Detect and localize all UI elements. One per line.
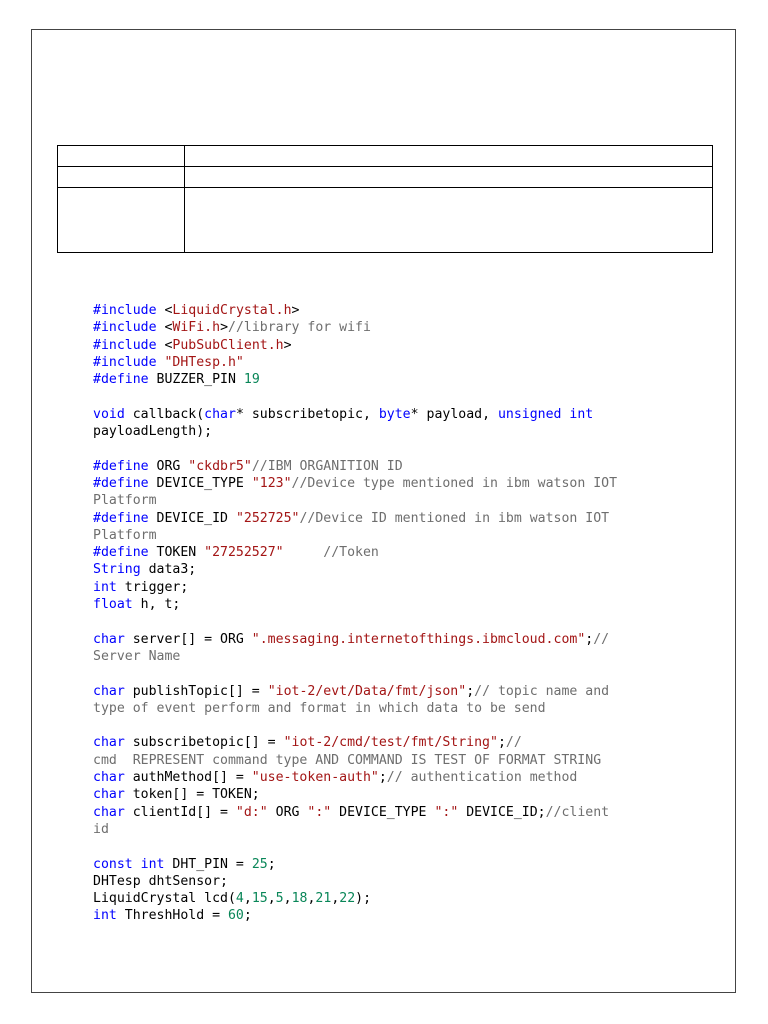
code-text: server[] = ORG [132,631,252,647]
code-text: publishTopic[] = [132,683,268,699]
code-line [93,631,693,648]
code-text: authMethod[] = [132,770,252,786]
code-comment: Platform [93,527,157,543]
code-text: , [283,891,292,907]
code-text: ORG [267,804,308,820]
code-line [93,786,693,803]
code-number: 18 [291,891,308,907]
code-string: "123" [251,475,292,491]
code-text: h, t; [140,597,181,613]
code-line [93,337,693,354]
code-number: 5 [275,891,284,907]
code-text: ; [585,631,594,647]
code-keyword: int [93,579,125,595]
code-comment: // [593,631,610,647]
code-keyword: const int [93,856,173,872]
code-keyword: #define [93,475,157,491]
table-cell [185,146,713,167]
code-line [93,388,693,405]
code-keyword: byte [378,406,411,422]
code-line [93,319,693,336]
code-line [93,838,693,855]
code-text: DEVICE_TYPE [156,475,252,491]
code-comment: Server Name [93,648,181,664]
code-keyword: unsigned int [497,406,594,422]
code-text: subscribetopic[] = [132,735,284,751]
code-number: 60 [227,908,244,924]
code-line [93,561,693,578]
code-text: ORG [156,458,189,474]
code-line [93,821,693,838]
code-text: * payload, [410,406,498,422]
code-text: clientId[] = [132,804,236,820]
code-line [93,423,693,440]
table-row [58,167,713,188]
code-keyword: char [93,683,133,699]
table-row [58,188,713,253]
code-line [93,596,693,613]
code-line [93,371,693,388]
code-text: < [164,337,173,353]
code-number: 19 [243,372,260,388]
code-line [93,406,693,423]
code-keyword: #define [93,545,157,561]
code-text: ; [243,908,252,924]
code-text: TOKEN [156,545,205,561]
code-text: DEVICE_ID; [458,804,546,820]
code-line [93,492,693,509]
code-comment: //IBM ORGANITION ID [251,458,403,474]
code-string: "27252527" [204,545,284,561]
code-keyword: char [204,406,236,422]
code-string: "d:" [235,804,268,820]
code-keyword: void [93,406,133,422]
code-string: "DHTesp.h" [164,354,244,370]
code-string: ":" [434,804,459,820]
code-text: data3; [148,562,197,578]
code-number: 4 [235,891,244,907]
code-text: , [331,891,340,907]
code-keyword: #define [93,510,157,526]
code-text: BUZZER_PIN [156,372,244,388]
code-string: LiquidCrystal.h [172,303,292,318]
code-keyword: #include [93,303,165,318]
code-string: "use-token-auth" [251,770,379,786]
code-keyword: char [93,631,133,647]
code-keyword: char [93,770,133,786]
code-comment: // authentication method [386,770,578,786]
table-cell [58,167,185,188]
code-line [93,804,693,821]
code-text: DEVICE_ID [156,510,236,526]
table-cell [185,188,713,253]
code-string: WiFi.h [172,320,221,336]
code-line [93,769,693,786]
code-line [93,579,693,596]
code-comment: cmd REPRESENT command type AND COMMAND IS TEST OF FORMAT STRING [93,752,602,768]
code-text: ; [378,770,387,786]
code-line [93,475,693,492]
code-comment: // [505,735,522,751]
code-text: < [164,303,173,318]
code-comment: id [93,821,109,837]
code-line [93,752,693,769]
code-comment: // topic name and [474,683,610,699]
code-text: LiquidCrystal lcd( [93,891,236,907]
code-line [93,613,693,630]
code-text: callback( [132,406,205,422]
code-number: 15 [251,891,268,907]
code-string: "ckdbr5" [188,458,252,474]
code-text: , [307,891,316,907]
code-string: ".messaging.internetofthings.ibmcloud.com" [251,631,586,647]
code-line [93,440,693,457]
code-keyword: String [93,562,149,578]
code-text: payloadLength); [93,424,213,440]
code-number: 21 [315,891,332,907]
table-cell [58,188,185,253]
code-number: 22 [339,891,356,907]
code-line [93,527,693,544]
code-comment: Platform [93,493,157,509]
code-text: ; [466,683,475,699]
code-line [93,734,693,751]
code-comment: //client [545,804,610,820]
code-comment: type of event perform and format in which data to be send [93,700,546,716]
code-line [93,890,693,907]
code-comment: //Device ID mentioned in ibm watson IOT [299,510,610,526]
code-text: DEVICE_TYPE [331,804,435,820]
code-text: < [164,320,173,336]
code-text: trigger; [124,579,189,595]
code-line [93,458,693,475]
code-keyword: #define [93,458,157,474]
code-text: token[] = TOKEN; [132,787,260,803]
code-keyword: #include [93,337,165,353]
code-line [93,302,693,319]
code-text: DHTesp dhtSensor; [93,873,228,889]
code-text: , [267,891,276,907]
code-line [93,907,693,924]
code-keyword: #include [93,320,165,336]
code-line [93,700,693,717]
code-line [93,873,693,890]
code-string: "iot-2/cmd/test/fmt/String" [283,735,498,751]
code-text [284,545,324,560]
code-line [93,856,693,873]
code-keyword: #include [93,354,165,370]
code-text: ; [267,856,276,872]
code-keyword: char [93,804,133,820]
code-text: DHT_PIN = [172,856,252,872]
code-number: 25 [251,856,268,872]
code-line [93,665,693,682]
code-block [93,302,693,925]
code-keyword: #define [93,372,157,388]
code-string: "iot-2/evt/Data/fmt/json" [267,683,467,699]
code-text: , [243,891,252,907]
code-string: "252725" [235,510,300,526]
code-text: ); [355,891,372,907]
code-string: ":" [307,804,332,820]
code-text: ; [497,735,506,751]
code-string: PubSubClient.h [172,337,284,353]
code-comment: //library for wifi [228,320,371,336]
table-cell [58,146,185,167]
code-comment: //Device type mentioned in ibm watson IOT [291,475,618,491]
code-text: * subscribetopic, [235,406,379,422]
code-text: > [291,303,300,318]
code-text: ThreshHold = [124,908,228,924]
info-table [57,145,713,253]
code-keyword: float [93,597,141,613]
code-line [93,544,693,561]
code-line [93,648,693,665]
code-line [93,683,693,700]
code-keyword: char [93,735,133,751]
code-line [93,510,693,527]
code-keyword: int [93,908,125,924]
code-keyword: char [93,787,133,803]
code-line [93,717,693,734]
code-comment: //Token [323,545,379,561]
table-cell [185,167,713,188]
code-line [93,354,693,371]
code-text: > [283,337,292,353]
code-text: > [220,320,229,336]
table-row [58,146,713,167]
